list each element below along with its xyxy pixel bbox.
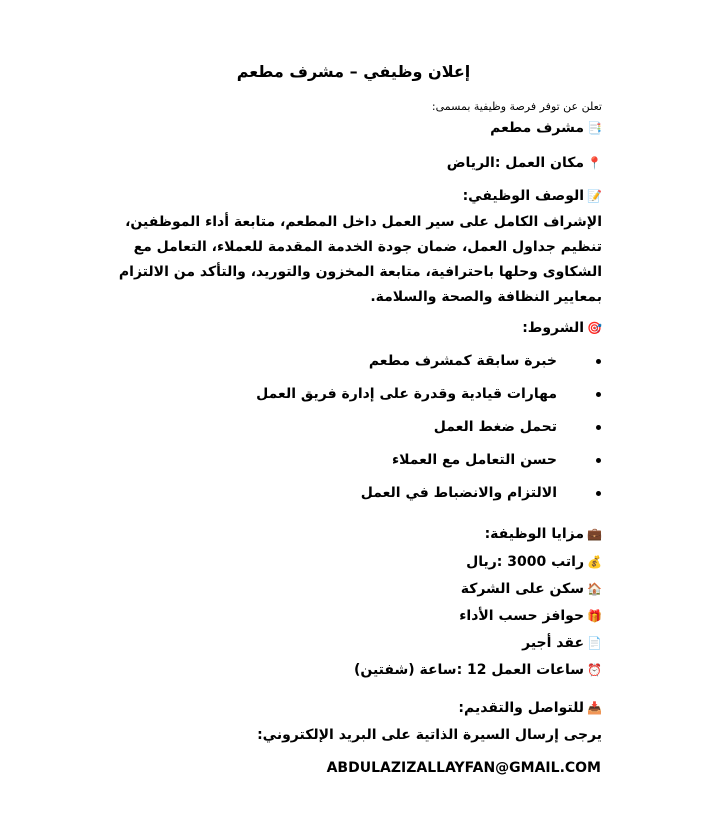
intro-line: تعلن عن توفر فرصة وظيفية بمسمى: <box>431 100 602 113</box>
contact-instruction: يرجى إرسال السيرة الذاتية على البريد الإلكتروني: <box>257 727 602 743</box>
bullet <box>596 458 601 463</box>
bullet <box>596 425 601 430</box>
description-heading: 📝الوصف الوظيفي: <box>462 188 602 204</box>
list-item: مهارات قيادية وقدرة على إدارة فريق العمل <box>256 378 579 411</box>
email-link[interactable]: ABDULAZIZALLAYFAN@GMAIL.COM <box>326 760 601 776</box>
house-icon: 🏠 <box>587 582 602 596</box>
benefit-hours: ⏰ساعات العمل 12 :ساعة (شفتين) <box>353 662 602 678</box>
document-title: إعلان وظيفي – مشرف مطعم <box>236 62 471 81</box>
list-item: تحمل ضغط العمل <box>256 411 579 444</box>
bullet <box>596 359 601 364</box>
position-title: مشرف مطعم <box>490 120 585 136</box>
target-icon: 🎯 <box>587 321 602 335</box>
bullet <box>596 392 601 397</box>
benefit-housing: 🏠سكن على الشركة <box>460 581 602 597</box>
position-line <box>490 120 602 136</box>
inbox-icon: 📥 <box>587 701 602 715</box>
description-text: الإشراف الكامل على سير العمل داخل المطعم، متابعة أداء الموظفين، تنظيم جداول العمل، ضمان جودة الخدمة المقدمة للعملاء، التعامل مع الشكاوى وحلها باحترافية، متابعة المخزون والتوريد، والتأكد من الالتزام بمعايير النظافة والصحة والسلامة. <box>118 214 602 305</box>
list-item: خبرة سابقة كمشرف مطعم <box>256 345 579 378</box>
bookmark-icon: 📑 <box>587 121 602 135</box>
briefcase-icon: 💼 <box>587 527 602 541</box>
pin-icon: 📍 <box>587 156 602 170</box>
location-text: مكان العمل :الرياض <box>446 155 585 171</box>
list-item: حسن التعامل مع العملاء <box>256 444 579 477</box>
memo-icon: 📝 <box>587 189 602 203</box>
requirements-list <box>256 345 579 510</box>
benefit-contract: 📄عقد أجير <box>522 635 602 651</box>
document-icon: 📄 <box>587 636 602 650</box>
benefit-incentives: 🎁حوافز حسب الأداء <box>459 608 602 624</box>
benefits-heading: 💼مزايا الوظيفة: <box>484 526 602 542</box>
list-item: الالتزام والانضباط في العمل <box>256 477 579 510</box>
location-line <box>447 155 602 171</box>
bullet <box>596 491 601 496</box>
requirements-heading: 🎯الشروط: <box>522 320 602 336</box>
contact-heading: 📥للتواصل والتقديم: <box>458 700 602 716</box>
alarm-clock-icon: ⏰ <box>587 663 602 677</box>
gift-icon: 🎁 <box>587 609 602 623</box>
money-bag-icon: 💰 <box>587 555 602 569</box>
benefit-salary: 💰راتب 3000 :ريال <box>466 554 602 570</box>
